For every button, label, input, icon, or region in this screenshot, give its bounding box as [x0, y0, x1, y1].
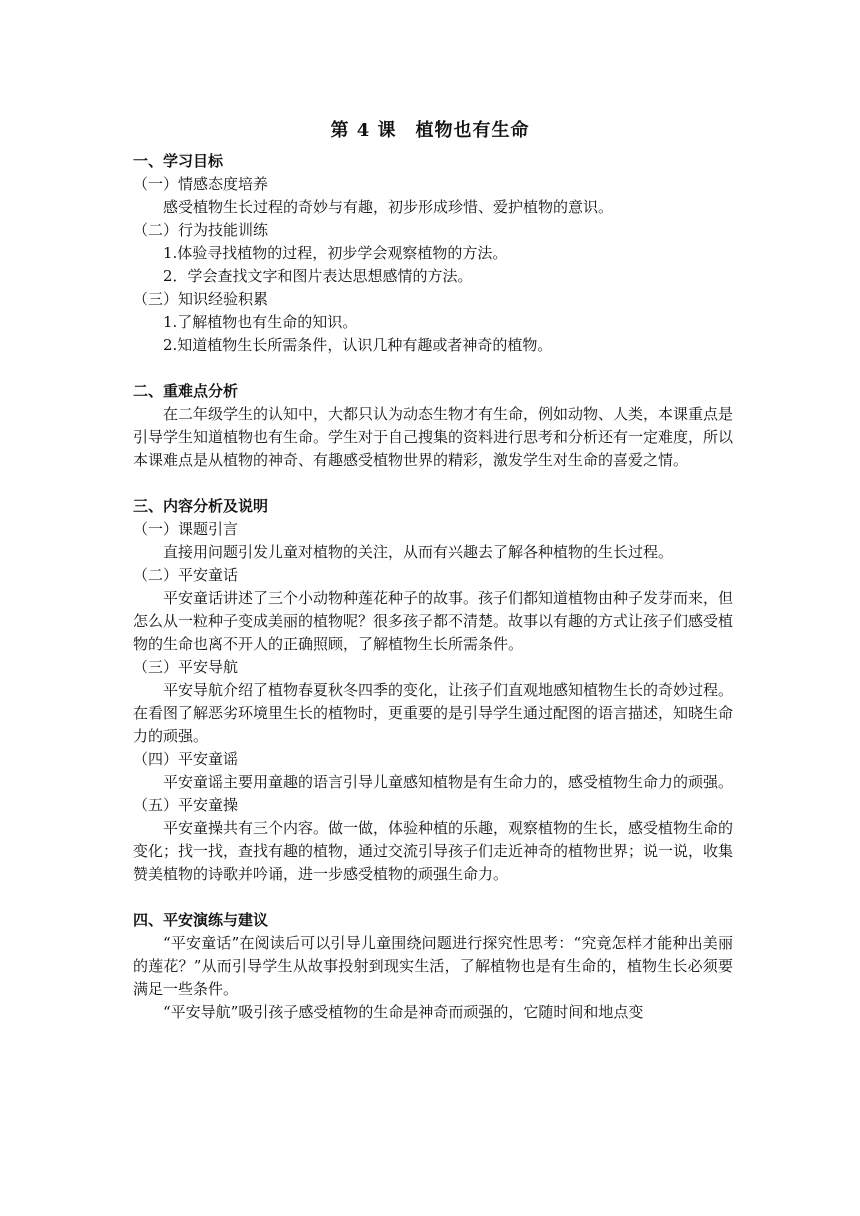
paragraph: 平安童谣主要用童趣的语言引导儿童感知植物是有生命力的，感受植物生命力的顽强。	[163, 773, 734, 791]
subsection-heading: （五）平安童操	[133, 796, 239, 814]
paragraph: 平安导航介绍了植物春夏秋冬四季的变化，让孩子们直观地感知植物生长的奇妙过程。在看图了解恶劣环境里生长的植物时，更重要的是引导学生通过配图的语言描述，知晓生命力的顽强。	[133, 681, 734, 745]
document-body	[133, 150, 733, 1024]
spacer	[133, 357, 733, 380]
subsection-heading: （二）行为技能训练	[133, 221, 269, 239]
subsection-heading: （四）平安童谣	[133, 750, 239, 768]
subsection-heading: （二）平安童话	[133, 566, 239, 584]
paragraph: 在二年级学生的认知中，大都只认为动态生物才有生命，例如动物、人类，本课重点是引导学生知道植物也有生命。学生对于自己搜集的资料进行思考和分析还有一定难度，所以本课难点是从植物的神奇、有趣感受植物世界的精彩，激发学生对生命的喜爱之情。	[133, 405, 734, 469]
list-item: 1.了解植物也有生命的知识。	[163, 313, 358, 331]
list-item: 1.体验寻找植物的过程，初步学会观察植物的方法。	[163, 244, 508, 262]
page-title: 第 4 课 植物也有生命	[330, 120, 530, 141]
subsection-heading: （三）平安导航	[133, 658, 239, 676]
section-heading-goals: 一、学习目标	[133, 152, 224, 170]
paragraph: 直接用问题引发儿童对植物的关注，从而有兴趣去了解各种植物的生长过程。	[163, 543, 674, 561]
paragraph: “平安导航”吸引孩子感受植物的生命是神奇而顽强的，它随时间和地点变	[163, 1003, 644, 1021]
list-item: 2．学会查找文字和图片表达思想感情的方法。	[163, 267, 473, 285]
paragraph: 平安童操共有三个内容。做一做，体验种植的乐趣，观察植物的生长，感受植物生命的变化；找一找，查找有趣的植物，通过交流引导孩子们走近神奇的植物世界；说一说，收集赞美植物的诗歌并吟诵，进一步感受植物的顽强生命力。	[133, 819, 734, 883]
paragraph: 平安童话讲述了三个小动物种莲花种子的故事。孩子们都知道植物由种子发芽而来，但怎么从一粒种子变成美丽的植物呢？很多孩子都不清楚。故事以有趣的方式让孩子们感受植物的生命也离不开人的正确照顾，了解植物生长所需条件。	[133, 589, 734, 653]
subsection-heading: （一）课题引言	[133, 520, 239, 538]
spacer	[133, 886, 733, 909]
subsection-heading: （三）知识经验积累	[133, 290, 269, 308]
subsection-heading: （一）情感态度培养	[133, 175, 269, 193]
paragraph: 感受植物生长过程的奇妙与有趣，初步形成珍惜、爱护植物的意识。	[163, 198, 614, 216]
section-heading-practice: 四、平安演练与建议	[133, 911, 269, 929]
paragraph: “平安童话”在阅读后可以引导儿童围绕问题进行探究性思考：“究竟怎样才能种出美丽的莲花？”从而引导学生从故事投射到现实生活，了解植物也是有生命的，植物生长必须要满足一些条件。	[133, 934, 733, 998]
list-item: 2.知道植物生长所需条件，认识几种有趣或者神奇的植物。	[163, 336, 553, 354]
section-heading-content-analysis: 三、内容分析及说明	[133, 497, 269, 515]
spacer	[133, 472, 733, 495]
section-heading-key-points: 二、重难点分析	[133, 382, 239, 400]
